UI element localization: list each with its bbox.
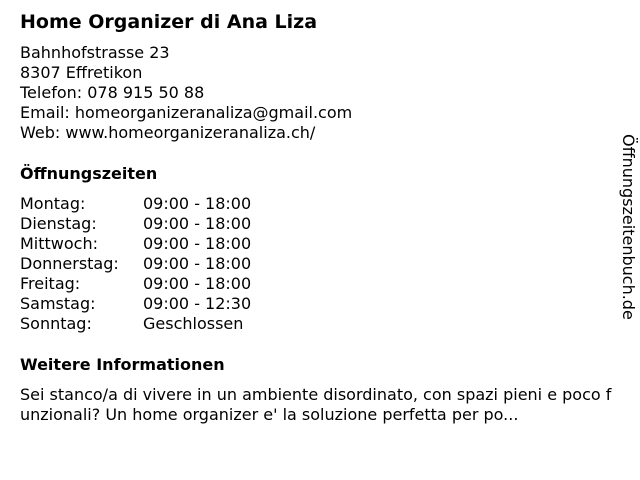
hours-day: Donnerstag: xyxy=(20,254,119,273)
hours-day: Sonntag: xyxy=(20,314,92,333)
hours-time: Geschlossen xyxy=(143,314,244,333)
hours-day: Samstag: xyxy=(20,294,96,313)
hours-row-thursday xyxy=(20,254,610,274)
business-name: Home Organizer di Ana Liza xyxy=(20,11,318,33)
watermark-label: Öffnungszeitenbuch.de xyxy=(619,134,638,320)
hours-row-saturday xyxy=(20,294,610,314)
hours-row-tuesday xyxy=(20,214,610,234)
opening-hours-table xyxy=(20,194,610,334)
hours-day: Mittwoch: xyxy=(20,234,98,253)
hours-time: 09:00 - 18:00 xyxy=(143,214,252,233)
hours-row-friday xyxy=(20,274,610,294)
hours-time: 09:00 - 18:00 xyxy=(143,274,252,293)
phone-number: Telefon: 078 915 50 88 xyxy=(20,83,205,102)
website-address: Web: www.homeorganizeranaliza.ch/ xyxy=(20,123,316,142)
hours-row-monday xyxy=(20,194,610,214)
hours-day: Montag: xyxy=(20,194,86,213)
hours-time: 09:00 - 18:00 xyxy=(143,234,252,253)
hours-time: 09:00 - 18:00 xyxy=(143,194,252,213)
opening-hours-heading: Öffnungszeiten xyxy=(20,164,158,183)
hours-time: 09:00 - 18:00 xyxy=(143,254,252,273)
email-address: Email: homeorganizeranaliza@gmail.com xyxy=(20,103,353,122)
contact-block xyxy=(20,43,610,143)
hours-time: 09:00 - 12:30 xyxy=(143,294,252,313)
more-info-heading: Weitere Informationen xyxy=(20,355,225,374)
business-card xyxy=(20,10,610,425)
hours-day: Freitag: xyxy=(20,274,81,293)
hours-day: Dienstag: xyxy=(20,214,97,233)
hours-row-sunday xyxy=(20,314,610,334)
more-info-text: Sei stanco/a di vivere in un ambiente disordinato, con spazi pieni e poco funzionali? Un home organizer e' la soluzione perfetta per po... xyxy=(20,385,612,424)
address-street: Bahnhofstrasse 23 xyxy=(20,43,170,62)
hours-row-wednesday xyxy=(20,234,610,254)
address-city: 8307 Effretikon xyxy=(20,63,143,82)
